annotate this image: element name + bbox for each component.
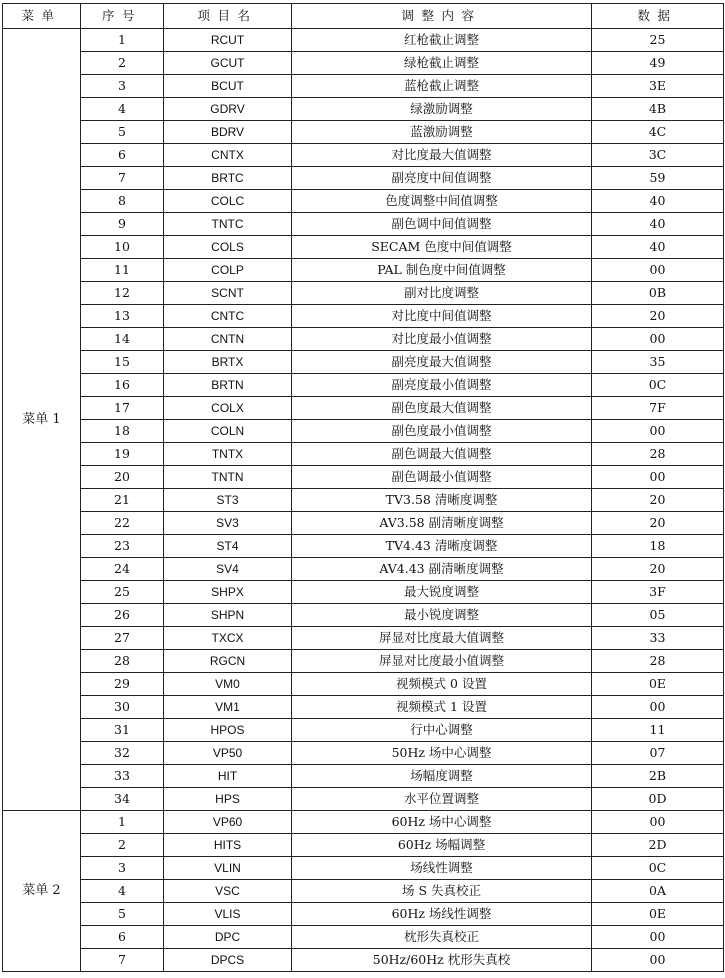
row-index: 8	[81, 190, 164, 213]
table-row	[3, 351, 724, 374]
item-name: HIT	[164, 765, 292, 788]
row-index: 12	[81, 282, 164, 305]
table-row	[3, 903, 724, 926]
adjustment-content: AV3.58 副清晰度调整	[292, 512, 592, 535]
item-name: BRTN	[164, 374, 292, 397]
item-name: CNTX	[164, 144, 292, 167]
header-data: 数据	[592, 4, 724, 29]
data-value: 00	[592, 420, 724, 443]
item-name: VLIN	[164, 857, 292, 880]
data-value: 4C	[592, 121, 724, 144]
row-index: 5	[81, 903, 164, 926]
data-value: 28	[592, 443, 724, 466]
item-name: COLS	[164, 236, 292, 259]
adjustment-content: 屏显对比度最小值调整	[292, 650, 592, 673]
adjustment-content: 60Hz 场幅调整	[292, 834, 592, 857]
data-value: 3E	[592, 75, 724, 98]
adjustment-content: 副色度最大值调整	[292, 397, 592, 420]
row-index: 4	[81, 880, 164, 903]
row-index: 33	[81, 765, 164, 788]
header-adjustment: 调整内容	[292, 4, 592, 29]
row-index: 2	[81, 834, 164, 857]
table-row	[3, 443, 724, 466]
table-row	[3, 328, 724, 351]
item-name: DPC	[164, 926, 292, 949]
adjustment-content: 水平位置调整	[292, 788, 592, 811]
data-value: 0D	[592, 788, 724, 811]
adjustment-content: 对比度最小值调整	[292, 328, 592, 351]
data-value: 33	[592, 627, 724, 650]
adjustment-content: 60Hz 场中心调整	[292, 811, 592, 834]
adjustment-content: 副色调最小值调整	[292, 466, 592, 489]
menu-group-label: 菜单 2	[3, 811, 81, 972]
item-name: COLC	[164, 190, 292, 213]
item-name: ST4	[164, 535, 292, 558]
row-index: 18	[81, 420, 164, 443]
table-row	[3, 374, 724, 397]
item-name: COLP	[164, 259, 292, 282]
data-value: 2D	[592, 834, 724, 857]
row-index: 21	[81, 489, 164, 512]
table-row	[3, 788, 724, 811]
header-index: 序号	[81, 4, 164, 29]
item-name: ST3	[164, 489, 292, 512]
table-row	[3, 29, 724, 52]
table-row	[3, 742, 724, 765]
adjustment-content: 视频模式 0 设置	[292, 673, 592, 696]
data-value: 00	[592, 949, 724, 972]
data-value: 40	[592, 190, 724, 213]
adjustment-content: 色度调整中间值调整	[292, 190, 592, 213]
data-value: 0E	[592, 903, 724, 926]
adjustment-content: 场线性调整	[292, 857, 592, 880]
adjustment-content: 视频模式 1 设置	[292, 696, 592, 719]
table-row	[3, 420, 724, 443]
item-name: VSC	[164, 880, 292, 903]
row-index: 13	[81, 305, 164, 328]
data-value: 20	[592, 305, 724, 328]
item-name: DPCS	[164, 949, 292, 972]
table-row	[3, 604, 724, 627]
data-value: 0C	[592, 374, 724, 397]
row-index: 15	[81, 351, 164, 374]
data-value: 00	[592, 696, 724, 719]
adjustment-content: 绿激励调整	[292, 98, 592, 121]
adjustment-content: 场 S 失真校正	[292, 880, 592, 903]
adjustment-content: 对比度中间值调整	[292, 305, 592, 328]
table-row	[3, 305, 724, 328]
row-index: 9	[81, 213, 164, 236]
adjustment-content: 60Hz 场线性调整	[292, 903, 592, 926]
adjustment-content: 50Hz 场中心调整	[292, 742, 592, 765]
table-row	[3, 926, 724, 949]
table-row	[3, 167, 724, 190]
table-row	[3, 397, 724, 420]
adjustment-content: 最大锐度调整	[292, 581, 592, 604]
data-value: 49	[592, 52, 724, 75]
table-row	[3, 650, 724, 673]
table-row	[3, 581, 724, 604]
row-index: 2	[81, 52, 164, 75]
data-value: 18	[592, 535, 724, 558]
item-name: GDRV	[164, 98, 292, 121]
table-row	[3, 52, 724, 75]
row-index: 29	[81, 673, 164, 696]
table-row	[3, 535, 724, 558]
adjustment-content: 绿枪截止调整	[292, 52, 592, 75]
data-value: 2B	[592, 765, 724, 788]
adjustment-content: 副亮度最小值调整	[292, 374, 592, 397]
header-item-name: 项目名	[164, 4, 292, 29]
table-row	[3, 282, 724, 305]
table-row	[3, 259, 724, 282]
table-row	[3, 627, 724, 650]
data-value: 20	[592, 558, 724, 581]
table-row	[3, 696, 724, 719]
item-name: TNTC	[164, 213, 292, 236]
table-row	[3, 719, 724, 742]
row-index: 24	[81, 558, 164, 581]
data-value: 11	[592, 719, 724, 742]
row-index: 19	[81, 443, 164, 466]
adjustment-content: 行中心调整	[292, 719, 592, 742]
item-name: SHPN	[164, 604, 292, 627]
adjustment-content: TV3.58 清晰度调整	[292, 489, 592, 512]
table-row	[3, 673, 724, 696]
data-value: 00	[592, 259, 724, 282]
row-index: 1	[81, 29, 164, 52]
row-index: 4	[81, 98, 164, 121]
header-row	[3, 4, 724, 29]
item-name: CNTN	[164, 328, 292, 351]
item-name: SV3	[164, 512, 292, 535]
table-row	[3, 144, 724, 167]
row-index: 5	[81, 121, 164, 144]
data-value: 40	[592, 236, 724, 259]
data-value: 0E	[592, 673, 724, 696]
item-name: TXCX	[164, 627, 292, 650]
row-index: 25	[81, 581, 164, 604]
item-name: CNTC	[164, 305, 292, 328]
row-index: 26	[81, 604, 164, 627]
row-index: 14	[81, 328, 164, 351]
row-index: 16	[81, 374, 164, 397]
row-index: 7	[81, 949, 164, 972]
table-row	[3, 834, 724, 857]
item-name: HPS	[164, 788, 292, 811]
data-value: 0C	[592, 857, 724, 880]
item-name: RCUT	[164, 29, 292, 52]
adjustment-content: TV4.43 清晰度调整	[292, 535, 592, 558]
row-index: 22	[81, 512, 164, 535]
data-value: 00	[592, 811, 724, 834]
table-row	[3, 121, 724, 144]
adjustment-content: 蓝枪截止调整	[292, 75, 592, 98]
data-value: 20	[592, 512, 724, 535]
adjustment-content: 场幅度调整	[292, 765, 592, 788]
row-index: 10	[81, 236, 164, 259]
row-index: 1	[81, 811, 164, 834]
adjustment-content: 蓝激励调整	[292, 121, 592, 144]
item-name: BCUT	[164, 75, 292, 98]
data-value: 7F	[592, 397, 724, 420]
row-index: 28	[81, 650, 164, 673]
item-name: TNTX	[164, 443, 292, 466]
adjustment-content: 副亮度中间值调整	[292, 167, 592, 190]
row-index: 30	[81, 696, 164, 719]
adjustment-content: 枕形失真校正	[292, 926, 592, 949]
item-name: VM0	[164, 673, 292, 696]
data-value: 0A	[592, 880, 724, 903]
data-value: 0B	[592, 282, 724, 305]
adjustment-content: 副色调中间值调整	[292, 213, 592, 236]
item-name: VM1	[164, 696, 292, 719]
adjustment-content: 副对比度调整	[292, 282, 592, 305]
adjustment-content: 屏显对比度最大值调整	[292, 627, 592, 650]
data-value: 07	[592, 742, 724, 765]
item-name: BDRV	[164, 121, 292, 144]
adjustment-content: 副亮度最大值调整	[292, 351, 592, 374]
data-value: 05	[592, 604, 724, 627]
row-index: 27	[81, 627, 164, 650]
item-name: BRTX	[164, 351, 292, 374]
adjustment-content: 副色度最小值调整	[292, 420, 592, 443]
item-name: VP60	[164, 811, 292, 834]
table-row	[3, 98, 724, 121]
table-row	[3, 857, 724, 880]
table-row	[3, 236, 724, 259]
row-index: 7	[81, 167, 164, 190]
row-index: 20	[81, 466, 164, 489]
data-value: 00	[592, 328, 724, 351]
data-value: 00	[592, 926, 724, 949]
data-value: 4B	[592, 98, 724, 121]
data-value: 28	[592, 650, 724, 673]
row-index: 3	[81, 857, 164, 880]
data-value: 59	[592, 167, 724, 190]
table-row	[3, 558, 724, 581]
adjustment-content: SECAM 色度中间值调整	[292, 236, 592, 259]
item-name: GCUT	[164, 52, 292, 75]
table-body	[3, 29, 724, 972]
item-name: BRTC	[164, 167, 292, 190]
data-value: 3F	[592, 581, 724, 604]
adjustment-content: 50Hz/60Hz 枕形失真校	[292, 949, 592, 972]
adjustment-content: 红枪截止调整	[292, 29, 592, 52]
adjustment-table	[2, 3, 724, 972]
adjustment-content: AV4.43 副清晰度调整	[292, 558, 592, 581]
row-index: 32	[81, 742, 164, 765]
item-name: VP50	[164, 742, 292, 765]
table-row	[3, 765, 724, 788]
item-name: SCNT	[164, 282, 292, 305]
menu-group-label: 菜单 1	[3, 29, 81, 811]
table-row	[3, 213, 724, 236]
data-value: 00	[592, 466, 724, 489]
row-index: 31	[81, 719, 164, 742]
row-index: 6	[81, 926, 164, 949]
item-name: TNTN	[164, 466, 292, 489]
adjustment-content: 对比度最大值调整	[292, 144, 592, 167]
item-name: HITS	[164, 834, 292, 857]
table-row	[3, 811, 724, 834]
item-name: VLIS	[164, 903, 292, 926]
table-row	[3, 880, 724, 903]
table-row	[3, 489, 724, 512]
item-name: COLN	[164, 420, 292, 443]
item-name: RGCN	[164, 650, 292, 673]
table-row	[3, 512, 724, 535]
data-value: 40	[592, 213, 724, 236]
row-index: 34	[81, 788, 164, 811]
data-value: 35	[592, 351, 724, 374]
table-row	[3, 75, 724, 98]
item-name: SV4	[164, 558, 292, 581]
table-row	[3, 466, 724, 489]
row-index: 3	[81, 75, 164, 98]
row-index: 11	[81, 259, 164, 282]
row-index: 6	[81, 144, 164, 167]
table-row	[3, 949, 724, 972]
data-value: 3C	[592, 144, 724, 167]
item-name: COLX	[164, 397, 292, 420]
adjustment-content: 副色调最大值调整	[292, 443, 592, 466]
adjustment-content: 最小锐度调整	[292, 604, 592, 627]
data-value: 25	[592, 29, 724, 52]
row-index: 23	[81, 535, 164, 558]
item-name: SHPX	[164, 581, 292, 604]
row-index: 17	[81, 397, 164, 420]
header-menu: 菜单	[3, 4, 81, 29]
adjustment-content: PAL 制色度中间值调整	[292, 259, 592, 282]
table-row	[3, 190, 724, 213]
data-value: 20	[592, 489, 724, 512]
item-name: HPOS	[164, 719, 292, 742]
